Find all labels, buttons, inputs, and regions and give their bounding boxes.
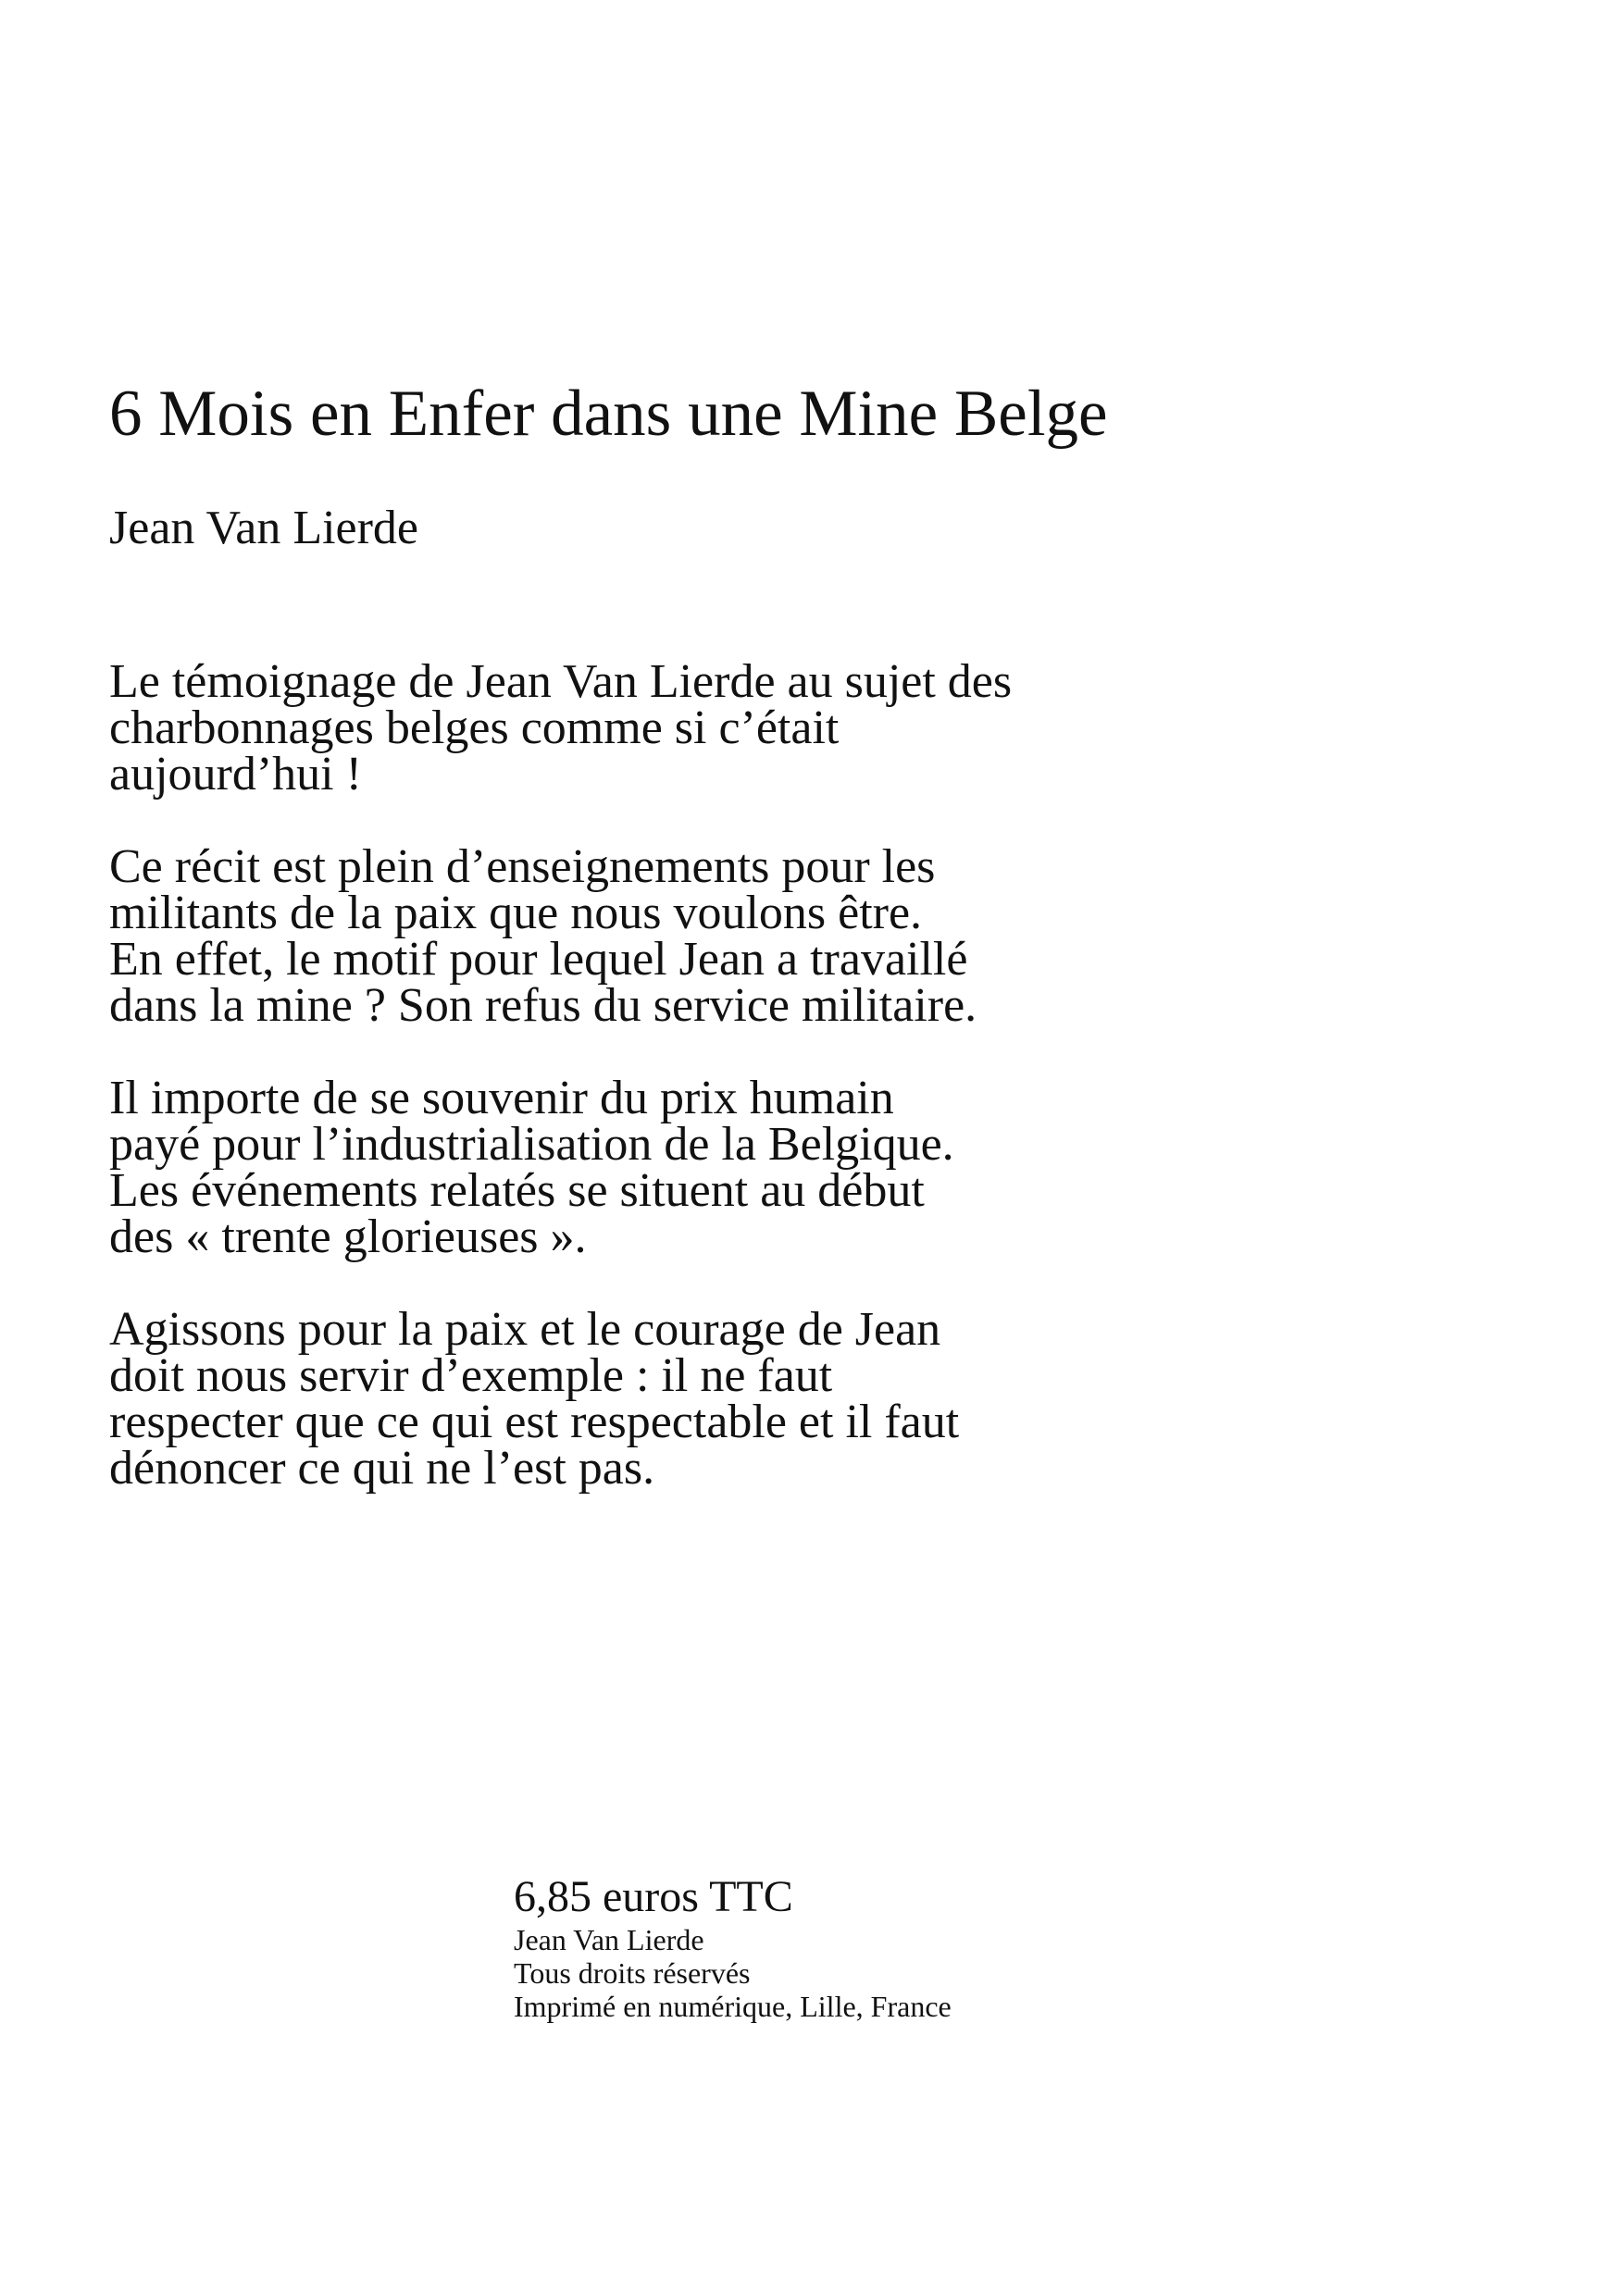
description-paragraph-1: Le témoignage de Jean Van Lierde au sujet des charbonnages belges comme si c’était aujourd’hui ! — [109, 655, 1013, 800]
description-paragraph-4: Agissons pour la paix et le courage de Jean doit nous servir d’exemple : il ne faut respecter que ce qui est respectable et il faut dénoncer ce qui ne l’est pas. — [109, 1303, 960, 1495]
colophon-author: Jean Van Lierde — [514, 1923, 704, 1956]
rights-notice: Tous droits réservés — [514, 1956, 751, 1990]
printing-notice: Imprimé en numérique, Lille, France — [514, 1990, 952, 2023]
book-title: 6 Mois en Enfer dans une Mine Belge — [109, 378, 1108, 450]
back-cover-description — [109, 655, 1313, 1538]
description-paragraph-3: Il importe de se souvenir du prix humain payé pour l’industrialisation de la Belgique. Les événements relatés se situent au début des « trente glorieuses ». — [109, 1072, 954, 1263]
description-paragraph-2: Ce récit est plein d’enseignements pour les militants de la paix que nous voulons être. En effet, le motif pour lequel Jean a travaillé dans la mine ? Son refus du service militaire. — [109, 840, 977, 1032]
price-label: 6,85 euros TTC — [514, 1872, 793, 1921]
book-author: Jean Van Lierde — [109, 502, 419, 554]
colophon — [514, 1871, 1162, 2023]
